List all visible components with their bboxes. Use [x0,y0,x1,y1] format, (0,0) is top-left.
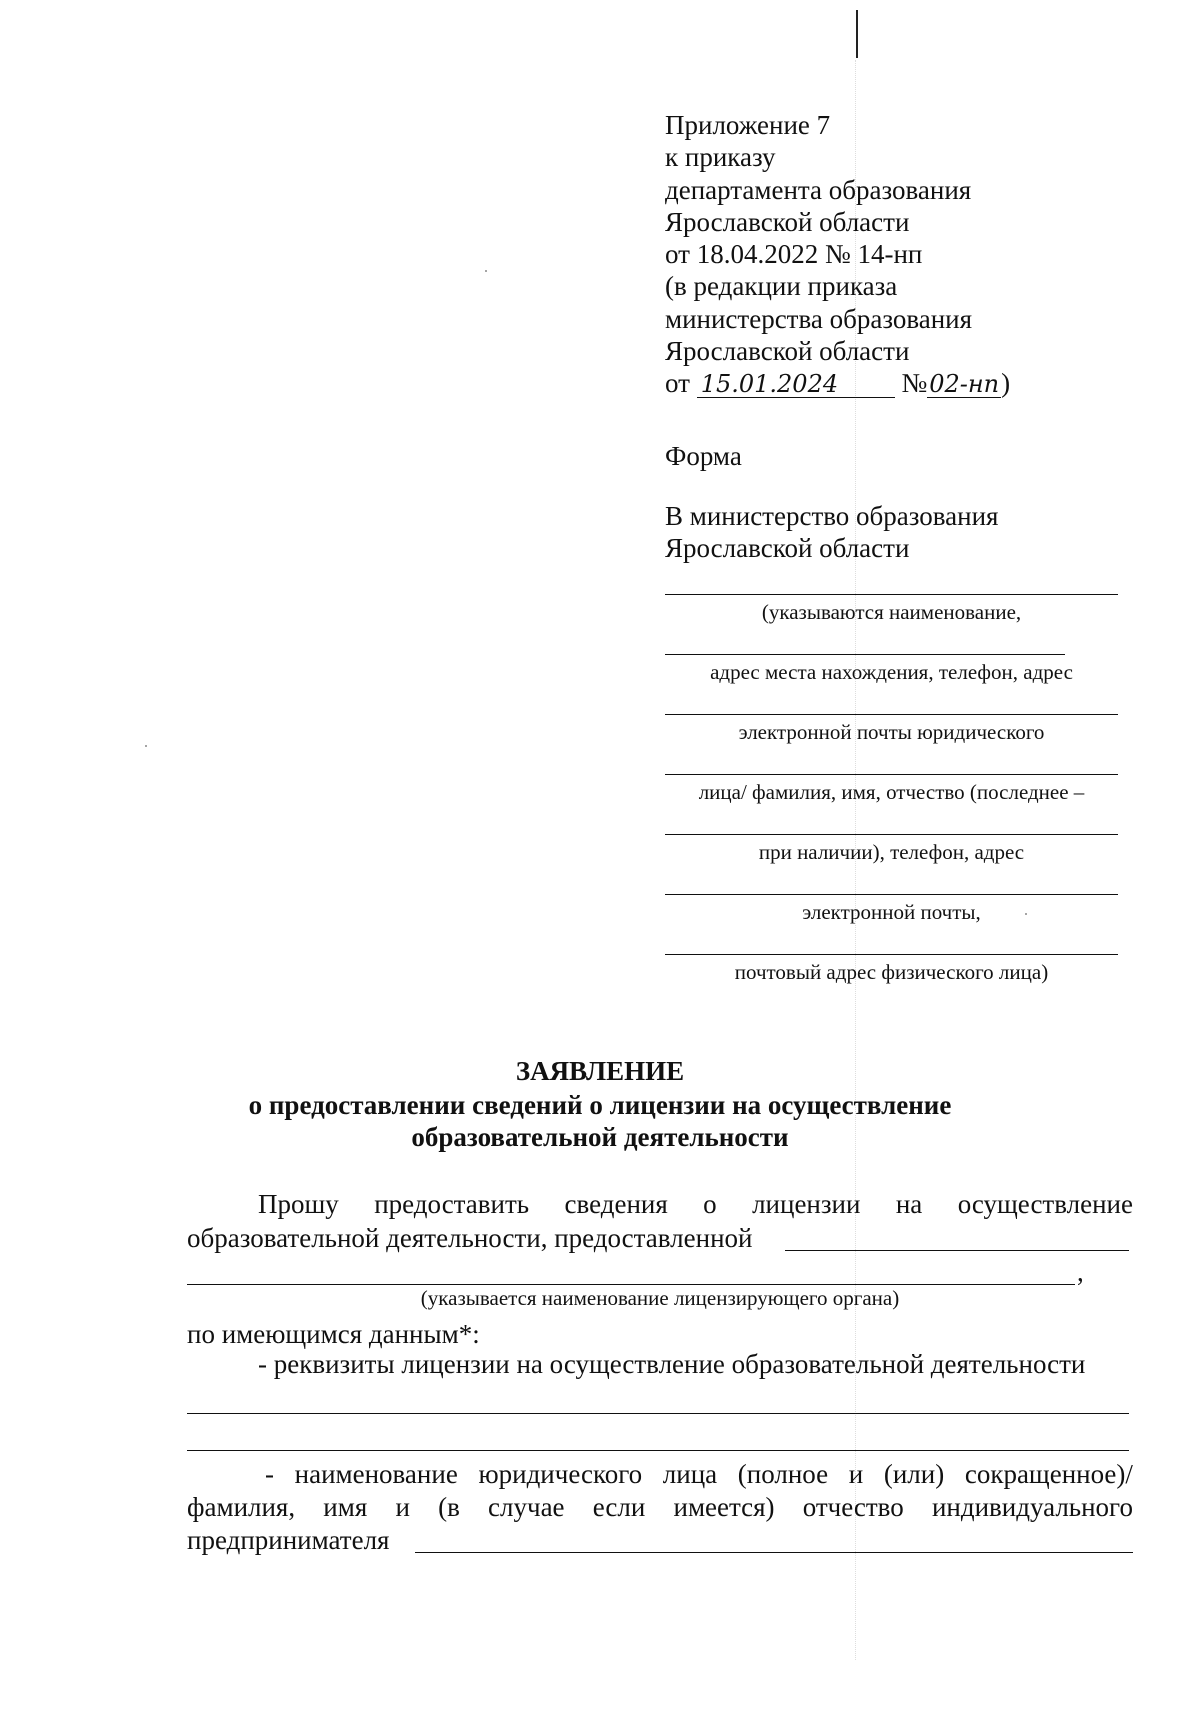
header-line: от 18.04.2022 № 14-нп [665,239,923,270]
authority-caption: (указывается наименование лицензирующего органа) [420,1286,900,1310]
header-line: министерства образования [665,303,973,334]
word: на [895,1189,923,1219]
word: лицензии [752,1189,861,1219]
applicant-caption: электронной почты, [802,900,981,924]
document-subtitle: образовательной деятельности [411,1122,789,1152]
applicant-caption: (указываются наименование, [761,600,1022,624]
word: случае [488,1492,565,1522]
request-line-2: образовательной деятельности, предоставленной [187,1223,753,1253]
recipient-block [665,500,998,564]
data-intro: по имеющимся данным*: [187,1319,480,1349]
license-details-fill-line[interactable] [187,1413,1129,1414]
applicant-fill-line[interactable] [665,654,1065,655]
request-line-1 [258,1188,1133,1220]
word: осуществление [957,1189,1133,1219]
word: сведения [564,1189,668,1219]
authority-fill-line[interactable] [785,1250,1129,1251]
scan-top-rule [856,10,858,58]
scan-speck [145,745,147,747]
word: отчество [802,1492,904,1522]
document-subtitle: о предоставлении сведений о лицензии на осуществление [248,1090,952,1120]
item-entity-name-line-3: предпринимателя [187,1525,390,1555]
word: сокращенное)/ [964,1459,1133,1489]
form-label: Форма [665,441,742,471]
word: имя [323,1492,368,1522]
handwritten-date: 15.01.2024 [697,371,895,398]
word: и [395,1492,410,1522]
license-details-fill-line[interactable] [187,1450,1129,1451]
applicant-fill-line[interactable] [665,954,1118,955]
word: имеется) [673,1492,775,1522]
item-entity-name-line-2 [187,1491,1133,1523]
scan-speck [485,270,487,272]
closing-paren: ) [1001,368,1011,399]
applicant-caption: адрес места нахождения, телефон, адрес [710,660,1073,684]
document-title: ЗАЯВЛЕНИЕ [515,1056,685,1086]
applicant-fill-line[interactable] [665,714,1118,715]
handwritten-number: 02-нп [929,370,1000,399]
applicant-caption: почтовый адрес физического лица) [734,960,1049,984]
authority-fill-line[interactable] [187,1284,1075,1285]
header-line: Ярославской области [665,206,910,237]
applicant-caption: электронной почты юридического [738,720,1045,744]
word: - [265,1459,274,1489]
word: лица [662,1459,718,1489]
word: индивидуального [931,1492,1133,1522]
entrepreneur-fill-line[interactable] [415,1552,1133,1553]
applicant-caption: лица/ фамилия, имя, отчество (последнее – [698,780,1085,804]
applicant-fill-line[interactable] [665,594,1118,595]
header-line: Приложение 7 [665,110,831,140]
applicant-fill-line[interactable] [665,834,1118,835]
word: (полное [737,1459,829,1489]
header-line: (в редакции приказа [665,271,898,302]
comma: , [1077,1257,1084,1287]
word: и [848,1459,864,1489]
word: Прошу [258,1189,339,1219]
word: предоставить [374,1189,530,1219]
number-prefix: № [901,368,928,399]
item-entity-name-line-1 [265,1458,1133,1490]
applicant-fill-line[interactable] [665,894,1118,895]
header-line: к приказу [665,142,776,173]
word: фамилия, [187,1492,296,1522]
applicant-caption: при наличии), телефон, адрес [758,840,1025,864]
word: юридического [478,1459,643,1489]
date-prefix: от [665,368,690,399]
word: наименование [294,1459,458,1489]
order-date-number-line [665,367,1125,399]
word: (в [438,1492,460,1522]
word: (или) [883,1459,945,1489]
appendix-header [665,109,1125,400]
applicant-fill-line[interactable] [665,774,1118,775]
recipient-line: Ярославской области [665,533,910,563]
header-line: Ярославской области [665,336,910,367]
word: если [592,1492,646,1522]
recipient-line: В министерство образования [665,501,999,531]
header-line: департамента образования [665,174,972,205]
word: о [703,1189,717,1219]
item-license-details: - реквизиты лицензии на осуществление образовательной деятельности [258,1349,1086,1379]
